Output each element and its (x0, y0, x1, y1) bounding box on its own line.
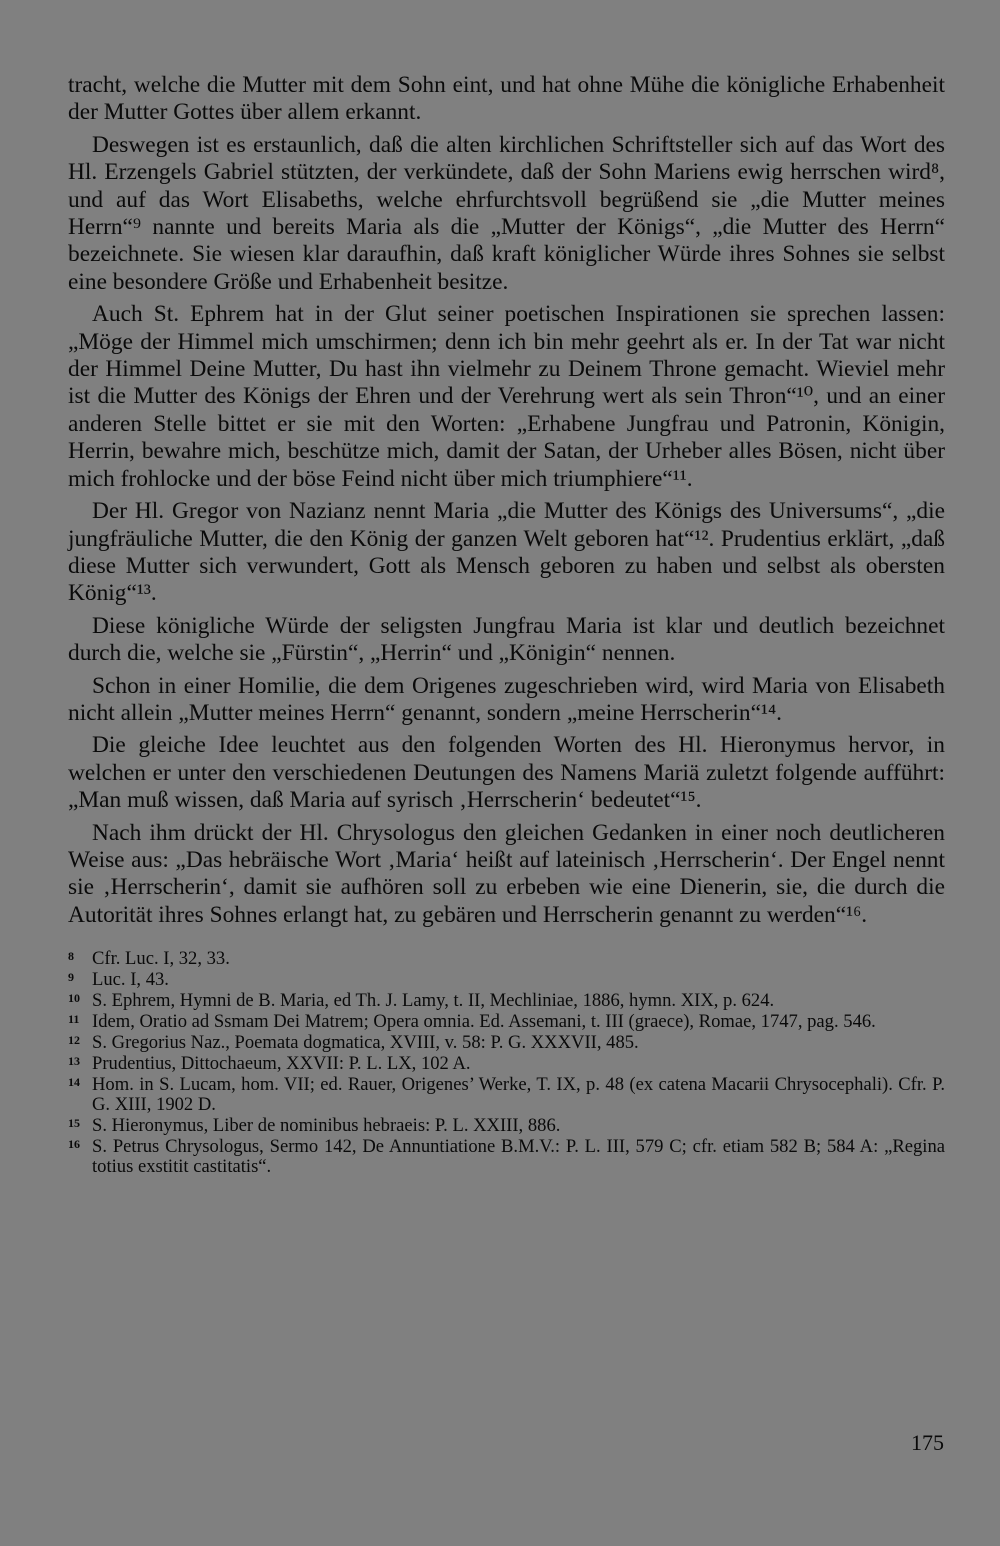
body-text (68, 72, 945, 929)
footnote-text: Hom. in S. Lucam, hom. VII; ed. Rauer, Origenes’ Werke, T. IX, p. 48 (ex catena Macarii Chrysocephali). Cfr. P. G. XIII, 1902 D. (92, 1074, 945, 1116)
paragraph: Nach ihm drückt der Hl. Chrysologus den gleichen Gedanken in einer noch deutlicheren Weise aus: „Das hebräische Wort ‚Maria‘ heißt auf lateinisch ‚Herrscherin‘. Der Engel nennt sie ‚Herrscherin‘, damit sie aufhören soll zu erbeben wie eine Dienerin, sie, die durch die Autorität ihres Sohnes erlangt hat, zu gebären und Herrscherin genannt zu werden“¹⁶. (68, 819, 945, 928)
footnote (68, 949, 945, 969)
footnote-number: 12 (68, 1033, 80, 1048)
paragraph: Deswegen ist es erstaunlich, daß die alten kirchlichen Schriftsteller sich auf das Wort des Hl. Erzengels Gabriel stützten, der verkündete, daß der Sohn Mariens ewig herrschen wird⁸, und auf das Wort Elisabeths, welche ehrfurchtsvoll begrüßend sie „die Mutter meines Herrn“⁹ nannte und bereits Maria als die „Mutter der Königs“, „die Mutter des Herrn“ bezeichnete. Sie wiesen klar daraufhin, daß kraft königlicher Würde ihres Sohnes sie selbst eine besondere Größe und Erhabenheit besitze. (68, 131, 945, 295)
footnote-text: Cfr. Luc. I, 32, 33. (92, 948, 230, 970)
footnote (68, 1054, 945, 1074)
footnote-number: 14 (68, 1075, 80, 1090)
footnote-number: 10 (68, 991, 80, 1006)
paragraph: Die gleiche Idee leuchtet aus den folgenden Worten des Hl. Hieronymus hervor, in welchen er unter den verschiedenen Deutungen des Namens Mariä zuletzt folgende aufführt: „Man muß wissen, daß Maria auf syrisch ‚Herrscherin‘ bedeutet“¹⁵. (68, 732, 945, 814)
footnote-number: 9 (68, 970, 74, 985)
paragraph: Der Hl. Gregor von Nazianz nennt Maria „die Mutter des Königs des Universums“, „die jungfräuliche Mutter, die den König der ganzen Welt geboren hat“¹². Prudentius erklärt, „daß diese Mutter sich verwundert, Gott als Mensch geboren zu haben und selbst als obersten König“¹³. (68, 498, 945, 607)
footnote (68, 1033, 945, 1053)
paragraph: Diese königliche Würde der seligsten Jungfrau Maria ist klar und deutlich bezeichnet durch die, welche sie „Fürstin“, „Herrin“ und „Königin“ nennen. (68, 612, 945, 667)
footnote (68, 970, 945, 990)
footnote-number: 13 (68, 1054, 80, 1069)
footnote-text: Idem, Oratio ad Ssmam Dei Matrem; Opera omnia. Ed. Assemani, t. III (graece), Romae, 1747, pag. 546. (92, 1011, 876, 1033)
footnote (68, 1075, 945, 1115)
footnote-number: 15 (68, 1116, 80, 1131)
footnote-number: 11 (68, 1012, 80, 1027)
book-page (68, 72, 945, 1178)
footnote-text: S. Gregorius Naz., Poemata dogmatica, XVIII, v. 58: P. G. XXXVII, 485. (92, 1032, 639, 1054)
paragraph: tracht, welche die Mutter mit dem Sohn eint, und hat ohne Mühe die königliche Erhabenheit der Mutter Gottes über allem erkannt. (68, 72, 945, 126)
footnote (68, 1116, 945, 1136)
footnotes (68, 949, 945, 1177)
footnote-text: S. Hieronymus, Liber de nominibus hebraeis: P. L. XXIII, 886. (92, 1115, 561, 1137)
footnote (68, 1137, 945, 1177)
page-number: 175 (911, 1430, 944, 1455)
footnote-text: S. Ephrem, Hymni de B. Maria, ed Th. J. Lamy, t. II, Mechliniae, 1886, hymn. XIX, p. 624. (92, 990, 775, 1012)
footnote-number: 16 (68, 1137, 80, 1152)
footnote (68, 1012, 945, 1032)
footnote-text: S. Petrus Chrysologus, Sermo 142, De Annuntiatione B.M.V.: P. L. III, 579 C; cfr. etiam 582 B; 584 A: „Regina totius exstitit castitatis“. (92, 1136, 945, 1178)
footnote-text: Prudentius, Dittochaeum, XXVII: P. L. LX, 102 A. (92, 1053, 471, 1075)
paragraph: Schon in einer Homilie, die dem Origenes zugeschrieben wird, wird Maria von Elisabeth nicht allein „Mutter meines Herrn“ genannt, sondern „meine Herrscherin“¹⁴. (68, 672, 945, 726)
footnote-text: Luc. I, 43. (92, 969, 169, 991)
footnote (68, 991, 945, 1011)
paragraph: Auch St. Ephrem hat in der Glut seiner poetischen Inspirationen sie sprechen lassen: „Möge der Himmel mich umschirmen; denn ich bin mehr geehrt als er. In der Tat war nicht der Himmel Deine Mutter, Du hast ihn vielmehr zu Deinem Throne gemacht. Wieviel mehr ist die Mutter des Königs der Ehren und der Verehrung wert als sein Thron“¹⁰, und an einer anderen Stelle bittet er sie mit den Worten: „Erhabene Jungfrau und Patronin, Königin, Herrin, bewahre mich, beschütze mich, damit der Satan, der Urheber alles Bösen, nicht über mich frohlocke und der böse Feind nicht über mich triumphiere“¹¹. (68, 301, 945, 492)
footnote-number: 8 (68, 949, 74, 964)
